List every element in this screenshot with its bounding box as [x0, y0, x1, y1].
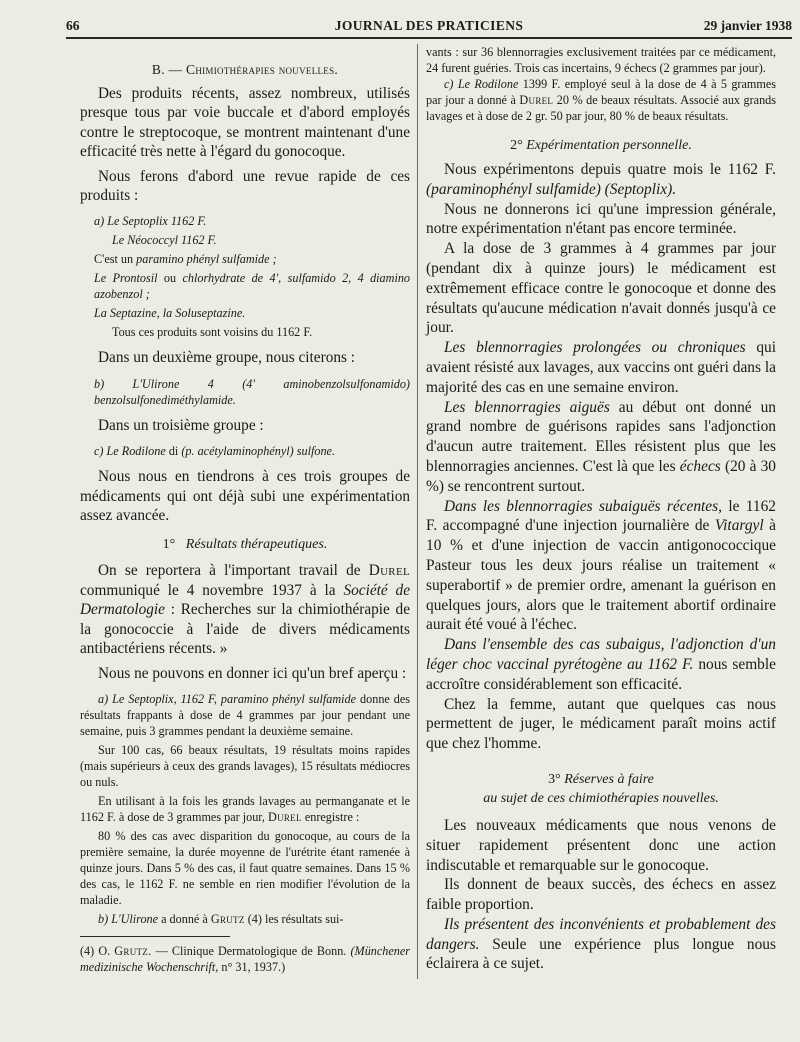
group-1-item-f: Tous ces produits sont voisins du 1162 F.	[112, 325, 313, 340]
section-b-title: B. — Chimiothérapies nouvelles.	[151, 62, 339, 77]
experiment-paragraph: Nous expérimentons depuis quatre mois le 1162 F. (paraminophényl sulfamide) (Septoplix).	[426, 161, 776, 198]
dose-paragraph: A la dose de 3 grammes à 4 grammes par jour (pendant dix à quinze jours) le médicament est extrêmement efficace contre le gonocoque et donne des résultats qu'aucune médication n'avait donnés jusqu'à ce jour.	[426, 240, 776, 337]
group-3-intro: Dans un troisième groupe :	[98, 416, 264, 434]
impression-paragraph: Nous ne donnerons ici qu'une impression générale, notre expérimentation n'étant pas encore terminée.	[426, 200, 776, 238]
acute-paragraph: Les blennorragies aiguës au début ont donné un grand nombre de guérisons rapides sans l'adjonction d'aucun autre traitement. Elles résistent plus que les blennorragies anciennes. C'est là que les échecs (20 à 30 %) se rencontrent surtout.	[426, 398, 776, 495]
issue-date: 29 janvier 1938	[703, 18, 792, 33]
rodilone-results: c) Le Rodilone 1399 F. employé seul à la dose de 4 à 5 grammes par jour a donné à Durel 20 % de beaux résultats. Associé aux grands lavages et à dose de 2 gr. 50 par jour, 80 % de beaux résultats.	[426, 77, 777, 123]
new-drugs-paragraph: Les nouveaux médicaments que nous venons de situer rapidement présentent donc une action indiscutable et remarquable sur le gonocoque.	[426, 816, 776, 874]
left-column	[80, 44, 410, 930]
page-header	[66, 18, 792, 38]
footnote: (4) O. Grutz. — Clinique Dermatologique de Bonn. (Münchener medizinische Wochenschrift, n° 31, 1937.)	[80, 944, 411, 974]
page-number: 66	[66, 18, 80, 33]
percent-results: 80 % des cas avec disparition du gonocoque, au cours de la première semaine, la durée moyenne de l'urétrite étant ramenée à quinze jours. Dans 5 % des cas, il faut quatre semaines. Dans 15 % des cas, le 1162 F. ne semble en rien modifier l'évolution de la maladie.	[80, 828, 410, 907]
group-1-item-b: Le Néococcyl 1162 F.	[112, 233, 217, 248]
section-3-title: 3° Réserves à faire au sujet de ces chimiothérapies nouvelles.	[483, 771, 719, 806]
group-2-intro: Dans un deuxième groupe, nous citerons :	[98, 349, 356, 367]
footnote-rule	[80, 936, 230, 937]
subacute-paragraph: Dans les blennorragies subaiguës récentes, le 1162 F. accompagné d'une injection journalière de Vitargyl à 10 % et d'une injection de vaccin antigonococcique Pasteur tous les deux jours réalise un traitement « superabortif » de premier ordre, amenant la guérison en quelques jours, alors que le traitement abortif ordinaire aurait été voué à l'échec.	[426, 497, 776, 634]
section-2-title: 2° Expérimentation personnelle.	[510, 138, 692, 153]
septoplix-results: a) Le Septoplix, 1162 F, paramino phényl sulfamide donne des résultats frappants à dose de 4 grammes par jour pendant une semaine, puis 3 grammes pendant la deuxième semaine.	[80, 691, 411, 738]
apercu-paragraph: Nous ne pouvons en donner ici qu'un bref aperçu :	[98, 664, 407, 682]
group-1-list	[80, 213, 410, 340]
column-divider	[417, 44, 418, 979]
section-1-title: 1° Résultats thérapeutiques.	[162, 537, 328, 553]
group-2-item: b) L'Ulirone 4 (4' aminobenzolsulfonamido) benzolsulfonediméthylamide.	[94, 376, 410, 407]
right-column	[426, 44, 776, 974]
septoplix-stats: Sur 100 cas, 66 beaux résultats, 19 résultats moins rapides (mais supérieurs à ceux des grands lavages), 15 résultats médiocres ou nuls.	[80, 742, 410, 789]
group-1-item-a: a) Le Septoplix 1162 F.	[94, 214, 207, 229]
review-paragraph: Nous ferons d'abord une revue rapide de ces produits :	[80, 167, 410, 205]
durel-paragraph: On se reportera à l'important travail de Durel communiqué le 4 novembre 1937 à la Société de Dermatologie : Recherches sur la chimiothérapie de la gonococcie à l'aide de divers médicaments antibactériens récents. »	[80, 562, 410, 658]
chronic-paragraph: Les blennorragies prolongées ou chroniques qui avaient résisté aux lavages, aux vaccins ont guéri dans la majorité des cas en une semaine environ.	[426, 339, 776, 396]
group-3-item: c) Le Rodilone di (p. acétylaminophényl) sulfone.	[94, 444, 335, 459]
ulirone-continuation: vants : sur 36 blennorragies exclusivement traitées par ce médicament, 24 furent guéries. Trois cas incertains, 9 échecs (2 grammes par jour).	[426, 45, 776, 75]
intro-paragraph: Des produits récents, assez nombreux, utilisés presque tous par voie buccale et d'abord employés contre le streptocoque, se montrent maintenant d'une efficacité très nette à l'égard du gonocoque.	[80, 85, 410, 161]
ensemble-paragraph: Dans l'ensemble des cas subaigus, l'adjonction d'un léger choc vaccinal pyrétogène au 1162 F. nous semble accroître considérablement son efficacité.	[426, 636, 776, 693]
group-1-item-c: C'est un paramino phényl sulfamide ;	[94, 252, 277, 267]
success-paragraph: Ils donnent de beaux succès, des échecs en assez faible proportion.	[426, 876, 776, 914]
group-1-item-e: La Septazine, la Soluseptazine.	[94, 306, 246, 321]
group-1-item-d: Le Prontosil ou chlorhydrate de 4', sulfamido 2, 4 diamino azobenzol ;	[94, 271, 411, 302]
dangers-paragraph: Ils présentent des inconvénients et probablement des dangers. Seule une expérience plus longue nous éclairera à ce sujet.	[426, 915, 776, 973]
combined-treatment: En utilisant à la fois les grands lavages au permanganate et le 1162 F. à dose de 3 grammes par jour, Durel enregistre :	[80, 793, 410, 824]
ulirone-results: b) L'Ulirone a donné à Grutz (4) les résultats sui-	[98, 911, 344, 926]
header-rule	[66, 37, 792, 39]
journal-title: JOURNAL DES PRATICIENS	[334, 18, 524, 33]
limit-paragraph: Nous nous en tiendrons à ces trois groupes de médicaments qui ont déjà subi une expérimentation assez avancée.	[80, 468, 410, 525]
women-paragraph: Chez la femme, autant que quelques cas nous permettent de juger, le médicament paraît moins actif que chez l'homme.	[426, 695, 776, 753]
